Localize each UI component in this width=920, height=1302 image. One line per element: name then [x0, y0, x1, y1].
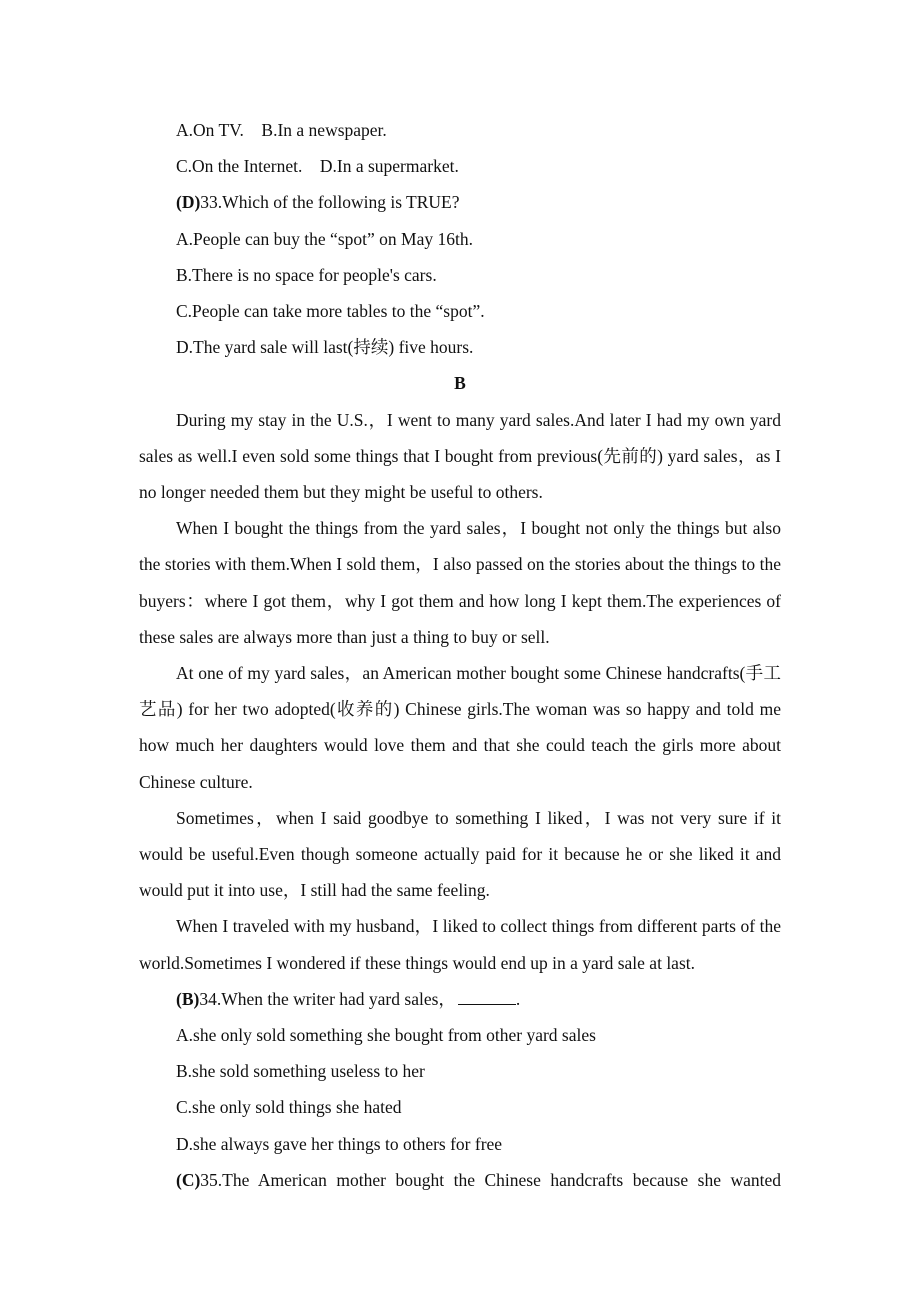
document-page: [139, 112, 781, 1198]
q33-option-a: A.People can buy the “spot” on May 16th.: [176, 228, 473, 249]
q33-option-b: B.There is no space for people's cars.: [176, 264, 437, 285]
q34-answer-blank: [458, 984, 516, 1005]
q34-question: [139, 981, 781, 1017]
passage-paragraph-2: When I bought the things from the yard sales，I bought not only the things but also the stories with them.When I sold them，I also passed on the stories about the things to the buyers：where I got them，why I got them and how long I kept them.The experiences of these sales are always more than just a thing to buy or sell.: [139, 518, 781, 647]
q34-stem-end: .: [515, 988, 521, 1009]
q33-question: [139, 184, 781, 220]
q33-stem: 33.Which of the following is TRUE?: [200, 192, 460, 213]
passage-paragraph-4: Sometimes，when I said goodbye to something I liked，I was not very sure if it would be useful.Even though someone actually paid for it because he or she liked it and would put it into use，I still had the same feeling.: [139, 807, 781, 901]
q35-stem: 35.The American mother bought the Chinese handcrafts because she wanted: [200, 1169, 781, 1190]
q33-option-d: D.The yard sale will last(持续) five hours.: [176, 337, 474, 358]
q34-option-a: A.she only sold something she bought from other yard sales: [176, 1025, 596, 1046]
passage-paragraph-1: During my stay in the U.S.，I went to many yard sales.And later I had my own yard sales as well.I even sold some things that I bought from previous(先前的) yard sales，as I no longer needed them but they might be useful to others.: [139, 409, 781, 503]
passage-paragraph-5: When I traveled with my husband，I liked to collect things from different parts of the world.Sometimes I wondered if these things would end up in a yard sale at last.: [139, 916, 781, 973]
q32-options-line-2: C.On the Internet. D.In a supermarket.: [176, 156, 459, 177]
passage-paragraph-3: At one of my yard sales，an American mother bought some Chinese handcrafts(手工艺品) for her two adopted(收养的) Chinese girls.The woman was so happy and told me how much her daughters would love them and that she could teach the girls more about Chinese culture.: [139, 663, 781, 792]
q32-options-line-1: A.On TV. B.In a newspaper.: [176, 120, 387, 140]
q34-option-c: C.she only sold things she hated: [176, 1097, 402, 1118]
q35-answer: (C): [176, 1169, 201, 1190]
section-title: B: [454, 373, 466, 394]
q33-option-c: C.People can take more tables to the “spot”.: [176, 301, 485, 322]
q33-answer: (D): [176, 192, 201, 213]
q34-option-d: D.she always gave her things to others for free: [176, 1133, 503, 1154]
q34-answer: (B): [176, 988, 200, 1009]
q34-option-b: B.she sold something useless to her: [176, 1061, 425, 1082]
q34-stem: 34.When the writer had yard sales，: [199, 988, 456, 1009]
q35-question: [139, 1162, 781, 1198]
